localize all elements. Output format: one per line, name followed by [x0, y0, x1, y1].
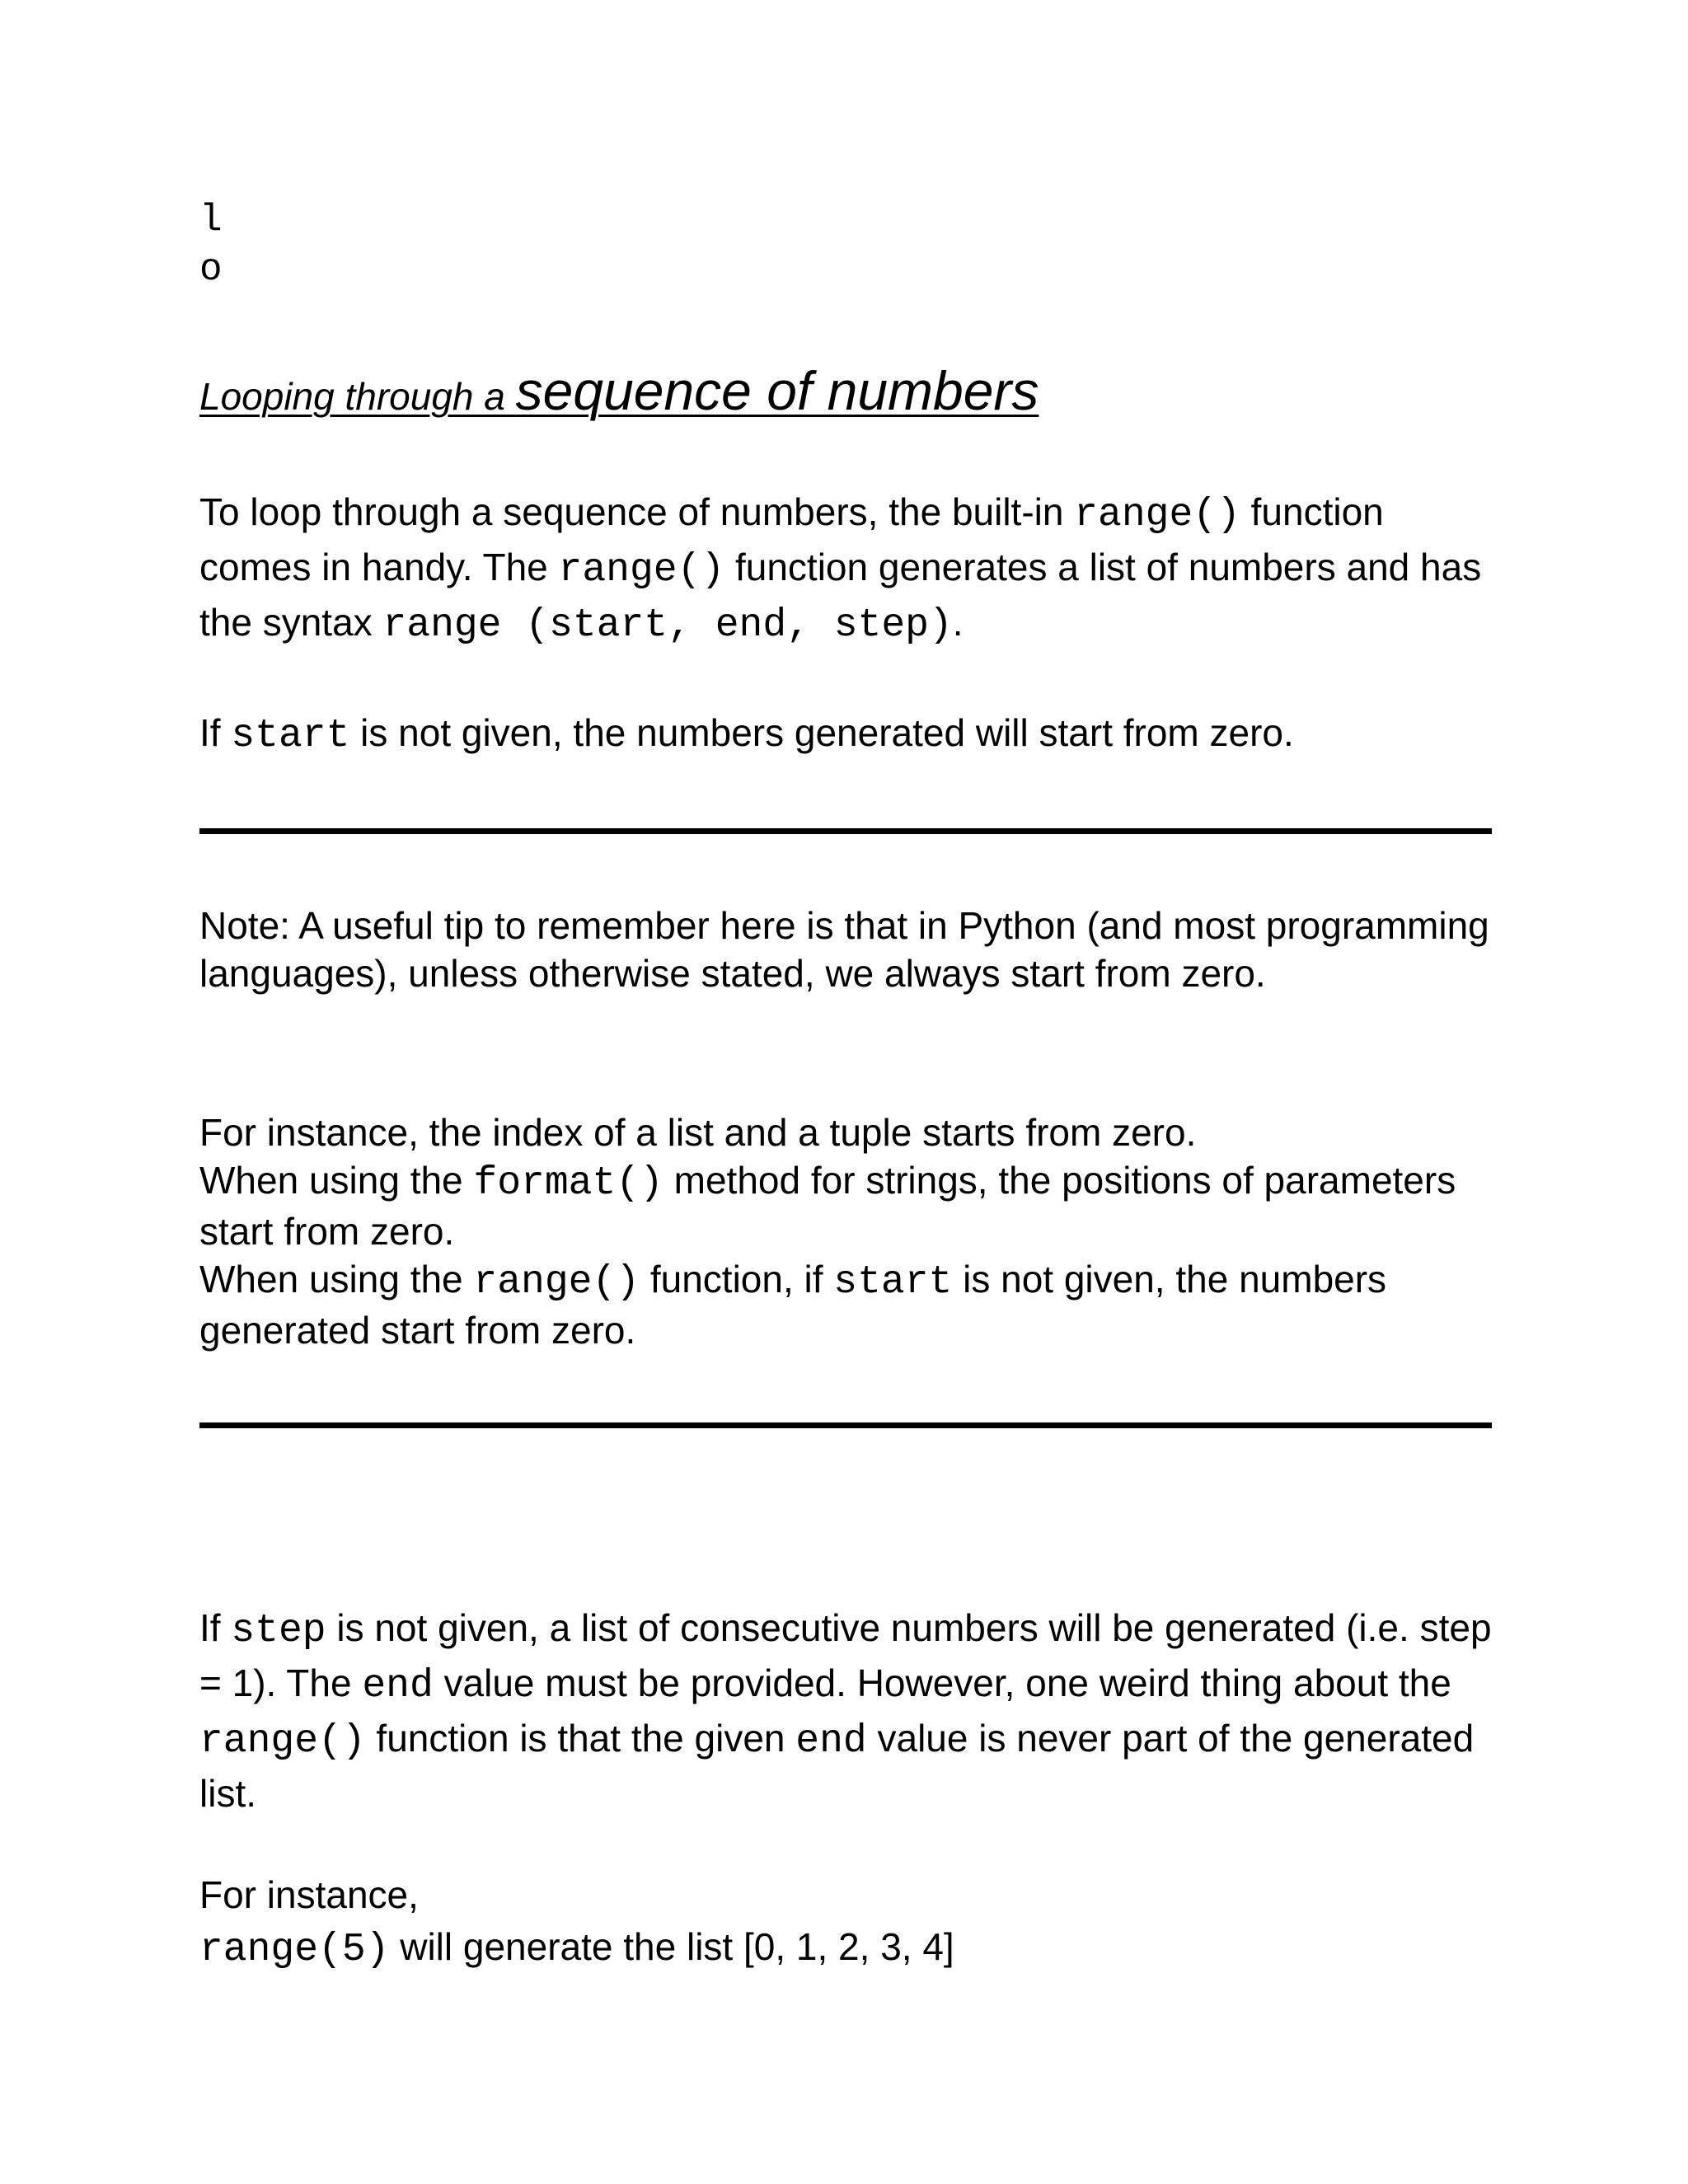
code-end: end — [795, 1719, 867, 1764]
text-run: will generate the list [0, 1, 2, 3, 4] — [389, 1925, 954, 1968]
text-run: For instance, — [199, 1873, 419, 1916]
text-run: function, if — [640, 1258, 834, 1301]
text-run: is not given, the numbers generated will start from zero. — [349, 711, 1294, 754]
stray-char-o: o — [199, 248, 223, 291]
section-heading — [199, 361, 1039, 421]
heading-part-large: sequence of numbers — [515, 360, 1039, 421]
start-paragraph — [199, 707, 1502, 762]
code-range: range() — [473, 1260, 640, 1305]
divider-top — [199, 828, 1492, 834]
text-run: If — [199, 1606, 232, 1649]
code-step: step — [231, 1609, 326, 1653]
text-run: method for strings, the positions of parameters start from zero. — [199, 1159, 1456, 1253]
code-format: format() — [473, 1161, 663, 1206]
examples-paragraph — [199, 1108, 1502, 1354]
note-paragraph: Note: A useful tip to remember here is that in Python (and most programming languages), unless otherwise stated, we always start from zero. — [199, 904, 1489, 995]
example-range-paragraph — [199, 1869, 1502, 1976]
code-range-5: range(5) — [199, 1928, 390, 1972]
code-range: range() — [1074, 493, 1240, 537]
intro-paragraph — [199, 486, 1502, 652]
stray-char-l: l — [199, 199, 223, 241]
heading-part-small: Looping through a — [199, 375, 516, 418]
text-run: function is that the given — [365, 1717, 796, 1760]
text-run: is not given, the numbers generated start from zero. — [199, 1258, 1387, 1352]
text-run: . — [952, 601, 964, 644]
text-run: When using the — [199, 1258, 474, 1301]
text-run: If — [199, 711, 232, 754]
text-run: value is never part of the generated list. — [199, 1717, 1475, 1815]
code-range: range() — [199, 1719, 366, 1764]
code-start: start — [833, 1260, 953, 1305]
code-range: range() — [558, 548, 725, 593]
code-range-syntax: range (start, end, step) — [382, 603, 953, 648]
step-paragraph — [199, 1602, 1502, 1820]
text-run: value must be provided. However, one weird thing about the — [433, 1661, 1451, 1704]
text-run: is not given, a list of consecutive numbers will be generated (i.e. step = 1). The — [199, 1606, 1492, 1704]
text-run: For instance, the index of a list and a tuple starts from zero. — [199, 1111, 1197, 1154]
text-run: function comes in handy. The — [199, 490, 1384, 588]
text-run: function generates a list of numbers and has the syntax — [199, 546, 1482, 644]
code-start: start — [231, 714, 350, 758]
text-run: To loop through a sequence of numbers, the built-in — [199, 490, 1075, 533]
divider-bottom — [199, 1422, 1492, 1428]
code-end: end — [362, 1664, 434, 1708]
text-run: When using the — [199, 1159, 474, 1202]
